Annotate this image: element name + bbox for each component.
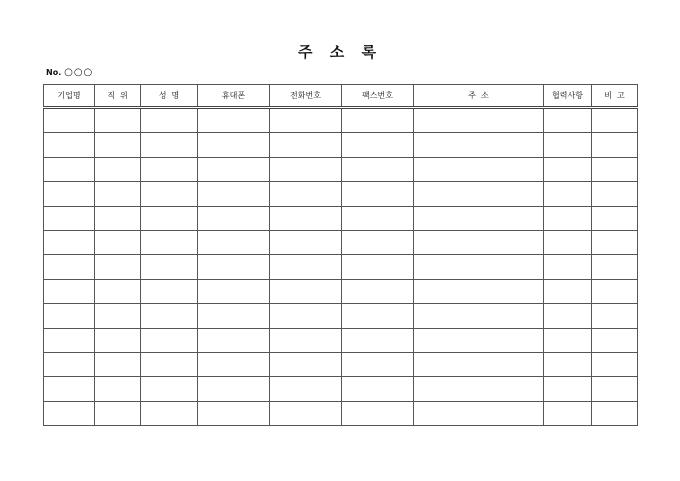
table-cell[interactable] xyxy=(95,133,141,157)
table-cell[interactable] xyxy=(270,401,342,425)
table-cell[interactable] xyxy=(544,304,592,328)
table-cell[interactable] xyxy=(592,401,638,425)
table-row xyxy=(44,377,638,401)
table-cell[interactable] xyxy=(342,328,414,352)
header-name: 성 명 xyxy=(141,85,198,108)
table-cell[interactable] xyxy=(141,230,198,254)
table-cell[interactable] xyxy=(44,279,95,303)
table-cell[interactable] xyxy=(592,206,638,230)
table-cell[interactable] xyxy=(544,206,592,230)
table-cell[interactable] xyxy=(592,255,638,279)
table-cell[interactable] xyxy=(141,352,198,376)
table-cell[interactable] xyxy=(342,182,414,206)
table-cell[interactable] xyxy=(592,279,638,303)
address-book-table xyxy=(43,84,638,426)
table-cell[interactable] xyxy=(342,279,414,303)
table-cell[interactable] xyxy=(198,328,270,352)
header-mobile: 휴대폰 xyxy=(198,85,270,108)
header-phone: 전화번호 xyxy=(270,85,342,108)
table-cell[interactable] xyxy=(414,328,544,352)
table-cell[interactable] xyxy=(44,133,95,157)
table-cell[interactable] xyxy=(44,157,95,181)
table-cell[interactable] xyxy=(44,182,95,206)
table-cell[interactable] xyxy=(95,304,141,328)
table-cell[interactable] xyxy=(44,377,95,401)
table-cell[interactable] xyxy=(198,279,270,303)
table-cell[interactable] xyxy=(44,304,95,328)
table-cell[interactable] xyxy=(544,182,592,206)
table-cell[interactable] xyxy=(414,108,544,133)
table-cell[interactable] xyxy=(342,255,414,279)
table-cell[interactable] xyxy=(544,157,592,181)
table-cell[interactable] xyxy=(270,108,342,133)
table-row xyxy=(44,255,638,279)
table-row xyxy=(44,230,638,254)
table-cell[interactable] xyxy=(342,157,414,181)
table-cell[interactable] xyxy=(141,206,198,230)
table-cell[interactable] xyxy=(270,328,342,352)
table-cell[interactable] xyxy=(342,230,414,254)
table-cell[interactable] xyxy=(198,255,270,279)
table-cell[interactable] xyxy=(414,206,544,230)
table-cell[interactable] xyxy=(141,255,198,279)
table-cell[interactable] xyxy=(544,401,592,425)
table-cell[interactable] xyxy=(141,279,198,303)
table-cell[interactable] xyxy=(44,328,95,352)
table-cell[interactable] xyxy=(544,279,592,303)
table-cell[interactable] xyxy=(592,157,638,181)
table-cell[interactable] xyxy=(270,279,342,303)
header-remarks: 비 고 xyxy=(592,85,638,108)
table-cell[interactable] xyxy=(414,255,544,279)
table-cell[interactable] xyxy=(270,304,342,328)
table-cell[interactable] xyxy=(95,352,141,376)
table-cell[interactable] xyxy=(95,157,141,181)
table-cell[interactable] xyxy=(544,133,592,157)
table-cell[interactable] xyxy=(95,108,141,133)
table-cell[interactable] xyxy=(414,133,544,157)
table-cell[interactable] xyxy=(270,255,342,279)
table-cell[interactable] xyxy=(342,108,414,133)
table-cell[interactable] xyxy=(95,328,141,352)
header-company: 기업명 xyxy=(44,85,95,108)
table-cell[interactable] xyxy=(414,401,544,425)
table-cell[interactable] xyxy=(141,108,198,133)
table-cell[interactable] xyxy=(592,230,638,254)
table-cell[interactable] xyxy=(592,377,638,401)
table-row xyxy=(44,304,638,328)
table-cell[interactable] xyxy=(270,377,342,401)
table-cell[interactable] xyxy=(592,304,638,328)
table-cell[interactable] xyxy=(198,230,270,254)
header-address: 주 소 xyxy=(414,85,544,108)
table-cell[interactable] xyxy=(270,230,342,254)
table-cell[interactable] xyxy=(44,230,95,254)
table-header-row xyxy=(44,85,638,108)
table-cell[interactable] xyxy=(198,352,270,376)
table-cell[interactable] xyxy=(592,352,638,376)
table-cell[interactable] xyxy=(198,157,270,181)
document-number-value: ○○○ xyxy=(64,67,94,78)
table-cell[interactable] xyxy=(342,352,414,376)
table-cell[interactable] xyxy=(198,108,270,133)
table-cell[interactable] xyxy=(544,230,592,254)
table-cell[interactable] xyxy=(198,133,270,157)
table-cell[interactable] xyxy=(198,206,270,230)
table-cell[interactable] xyxy=(141,401,198,425)
table-cell[interactable] xyxy=(270,133,342,157)
table-cell[interactable] xyxy=(141,157,198,181)
table-cell[interactable] xyxy=(592,133,638,157)
header-cooperation: 협력사항 xyxy=(544,85,592,108)
table-cell[interactable] xyxy=(592,182,638,206)
table-cell[interactable] xyxy=(342,133,414,157)
table-cell[interactable] xyxy=(95,230,141,254)
table-cell[interactable] xyxy=(141,182,198,206)
table-cell[interactable] xyxy=(270,157,342,181)
table-cell[interactable] xyxy=(44,255,95,279)
table-cell[interactable] xyxy=(95,182,141,206)
table-cell[interactable] xyxy=(44,206,95,230)
table-cell[interactable] xyxy=(544,255,592,279)
table-cell[interactable] xyxy=(95,401,141,425)
table-row xyxy=(44,279,638,303)
table-cell[interactable] xyxy=(141,133,198,157)
table-row xyxy=(44,133,638,157)
table-row xyxy=(44,157,638,181)
table-cell[interactable] xyxy=(544,108,592,133)
table-cell[interactable] xyxy=(414,157,544,181)
table-cell[interactable] xyxy=(44,352,95,376)
table-body xyxy=(44,108,638,426)
table-cell[interactable] xyxy=(44,108,95,133)
table-cell[interactable] xyxy=(342,377,414,401)
header-fax: 팩스번호 xyxy=(342,85,414,108)
table-cell[interactable] xyxy=(342,206,414,230)
table-cell[interactable] xyxy=(342,304,414,328)
table-cell[interactable] xyxy=(270,352,342,376)
table-cell[interactable] xyxy=(95,279,141,303)
table-row xyxy=(44,182,638,206)
table-cell[interactable] xyxy=(95,255,141,279)
table-cell[interactable] xyxy=(198,377,270,401)
table-cell[interactable] xyxy=(592,328,638,352)
table-cell[interactable] xyxy=(342,401,414,425)
table-cell[interactable] xyxy=(414,304,544,328)
table-cell[interactable] xyxy=(414,377,544,401)
document-title: 주 소 록 xyxy=(298,43,382,61)
table-row xyxy=(44,328,638,352)
table-cell[interactable] xyxy=(198,182,270,206)
table-cell[interactable] xyxy=(544,328,592,352)
table-cell[interactable] xyxy=(414,182,544,206)
table-cell[interactable] xyxy=(95,377,141,401)
table-cell[interactable] xyxy=(544,352,592,376)
table-cell[interactable] xyxy=(141,377,198,401)
table-cell[interactable] xyxy=(198,401,270,425)
table-row xyxy=(44,401,638,425)
table-cell[interactable] xyxy=(44,401,95,425)
table-row xyxy=(44,206,638,230)
document-number xyxy=(46,67,93,79)
table-cell[interactable] xyxy=(414,352,544,376)
document-number-label: No. xyxy=(46,68,62,77)
table-cell[interactable] xyxy=(270,206,342,230)
table-cell[interactable] xyxy=(141,328,198,352)
table-row xyxy=(44,352,638,376)
table-cell[interactable] xyxy=(544,377,592,401)
table-cell[interactable] xyxy=(592,108,638,133)
table-cell[interactable] xyxy=(141,304,198,328)
table-cell[interactable] xyxy=(95,206,141,230)
table-cell[interactable] xyxy=(270,182,342,206)
header-position: 직 위 xyxy=(95,85,141,108)
table-cell[interactable] xyxy=(414,279,544,303)
table-cell[interactable] xyxy=(198,304,270,328)
table-cell[interactable] xyxy=(414,230,544,254)
table-row xyxy=(44,108,638,133)
